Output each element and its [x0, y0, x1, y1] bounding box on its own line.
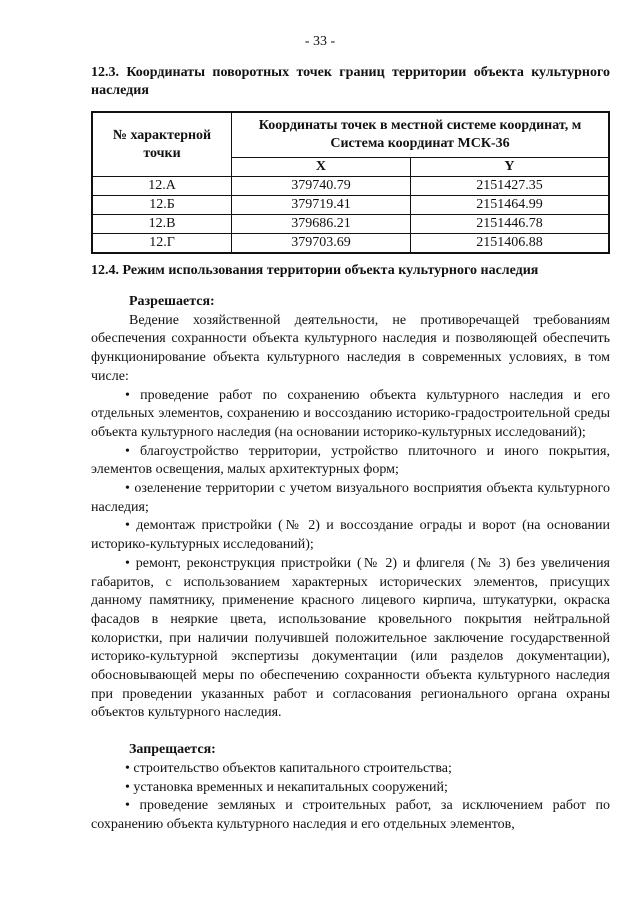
prohibited-heading: Запрещается: [129, 742, 216, 758]
allowed-heading: Разрешается: [129, 294, 215, 309]
point-cell: 12.А [92, 177, 232, 196]
header-y: Y [410, 158, 609, 177]
x-cell: 379740.79 [232, 177, 411, 196]
header-x: X [232, 158, 411, 177]
table-row [92, 177, 609, 196]
y-cell: 2151427.35 [410, 177, 609, 196]
allowed-item: • демонтаж пристройки (№ 2) и воссоздание ограды и ворот (на основании историко-культурных исследований); [91, 518, 610, 553]
point-cell: 12.В [92, 215, 232, 234]
prohibited-item: • установка временных и некапитальных сооружений; [125, 779, 448, 795]
table-row [92, 196, 609, 215]
y-cell: 2151464.99 [410, 196, 609, 215]
spacer [91, 723, 610, 741]
allowed-item: • проведение работ по сохранению объекта культурного наследия и его отдельных элементов, сохранению и воссозданию историко-градостроительной среды объекта культурного наследия (на основании историко-культурных исследований); [91, 387, 610, 440]
allowed-item: • озеленение территории с учетом визуального восприятия объекта культурного наследия; [91, 481, 610, 515]
point-cell: 12.Г [92, 234, 232, 254]
y-cell: 2151446.78 [410, 215, 609, 234]
section-12-4-body [91, 293, 610, 835]
allowed-intro: Ведение хозяйственной деятельности, не противоречащей требованиям обеспечения сохранности объекта культурного наследия и позволяющей обеспечить функционирование объекта культурного наследия в современных условиях, в том числе: [91, 312, 610, 384]
coordinates-table [91, 111, 610, 254]
table-row [92, 215, 609, 234]
x-cell: 379686.21 [232, 215, 411, 234]
allowed-item: • благоустройство территории, устройство плиточного и иного покрытия, элементов освещения, малых архитектурных форм; [91, 443, 610, 478]
point-cell: 12.Б [92, 196, 232, 215]
section-12-4-title: 12.4. Режим использования территории объекта культурного наследия [91, 263, 539, 278]
prohibited-item: • строительство объектов капитального строительства; [125, 760, 452, 776]
allowed-item: • ремонт, реконструкция пристройки (№ 2) и флигеля (№ 3) без увеличения габаритов, с использованием характерных исторических элементов, присущих данному памятнику, применение красного лицевого кирпича, штукатурки, окраска фасадов в неяркие цвета, использование кровельного покрытия нейтральной колористки, при наличии получившей положительное заключение государственной историко-культурной экспертизы документации (или разделов документации), обосновывающей меры по обеспечению сохранности объекта культурного наследия при проведении указанных работ и согласования регионального органа охраны объектов культурного наследия. [91, 555, 610, 721]
x-cell: 379719.41 [232, 196, 411, 215]
prohibited-item: • проведение земляных и строительных работ, за исключением работ по сохранению объекта культурного наследия и его отдельных элементов, [91, 798, 610, 832]
x-cell: 379703.69 [232, 234, 411, 254]
header-coordinates: Координаты точек в местной системе координат, м Система координат МСК-36 [232, 112, 610, 158]
y-cell: 2151406.88 [410, 234, 609, 254]
header-point-number: № характерной точки [92, 112, 232, 177]
section-12-3-title: 12.3. Координаты поворотных точек границ территории объекта культурного наследия [91, 65, 610, 98]
table-row [92, 234, 609, 254]
page-number: - 33 - [304, 34, 336, 49]
